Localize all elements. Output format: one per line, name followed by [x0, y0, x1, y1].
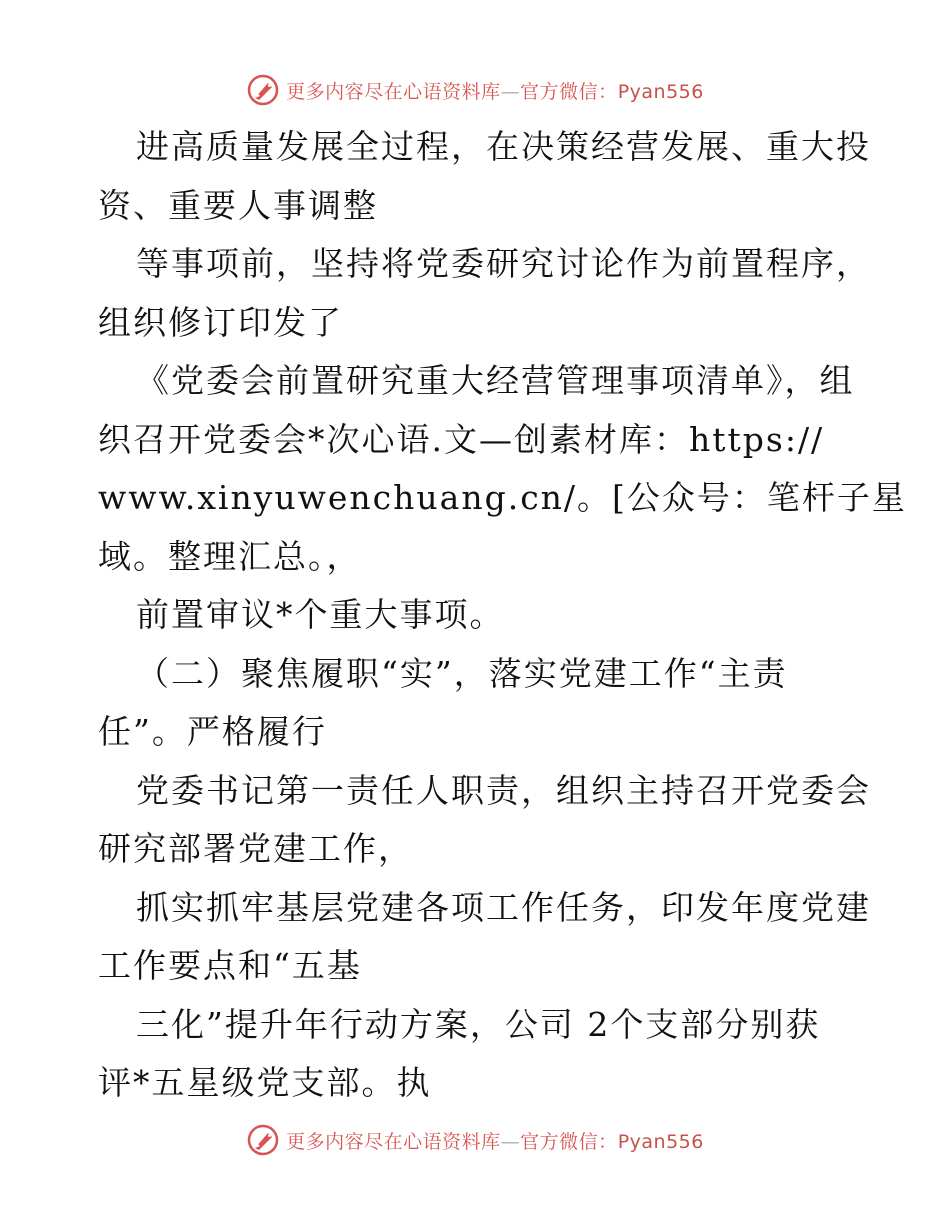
header-watermark-banner	[0, 70, 950, 110]
body-line: 域。整理汇总。，	[98, 536, 362, 576]
footer-wechat-id: Pyan556	[617, 1130, 704, 1153]
header-brand-text: 更多内容尽在心语资料库	[286, 80, 501, 103]
body-line: 评*五星级党支部。执	[98, 1063, 432, 1102]
section-heading-line: （二）聚焦履职“实”，落实党建工作“主责	[136, 653, 788, 693]
body-line: 进高质量发展全过程，在决策经营发展、重大投	[136, 127, 871, 166]
footer-wechat-label: 官方微信：	[520, 1130, 618, 1153]
header-separator: —	[500, 80, 521, 103]
pen-nib-logo-icon	[246, 73, 280, 107]
footer-banner-text	[286, 1127, 704, 1154]
body-line: 抓实抓牢基层党建各项工作任务，印发年度党建	[136, 887, 871, 927]
body-line: 任”。严格履行	[98, 712, 327, 751]
pen-nib-logo-icon	[246, 1123, 280, 1157]
footer-separator: —	[500, 1130, 521, 1153]
document-body	[98, 118, 907, 1113]
body-line: 前置审议*个重大事项。	[136, 595, 505, 634]
header-wechat-label: 官方微信：	[520, 80, 618, 103]
footer-watermark-banner	[0, 1120, 950, 1160]
body-line: 资、重要人事调整	[98, 185, 378, 225]
body-line: 组织修订印发了	[98, 302, 343, 342]
body-line: 三化”提升年行动方案，公司 2个支部分别获	[136, 1004, 821, 1044]
body-line: 织召开党委会*次心语.文—创素材库：https://	[98, 419, 825, 459]
body-line: 等事项前，坚持将党委研究讨论作为前置程序，	[136, 244, 871, 283]
header-banner-text	[286, 77, 704, 104]
body-line: 研究部署党建工作，	[98, 829, 413, 868]
body-line: 《党委会前置研究重大经营管理事项清单》，组	[136, 361, 855, 400]
body-line: www.xinyuwenchuang.cn/。[公众号：笔杆子星	[98, 478, 907, 517]
header-wechat-id: Pyan556	[617, 80, 704, 103]
body-line: 工作要点和“五基	[98, 946, 362, 985]
footer-brand-text: 更多内容尽在心语资料库	[286, 1130, 501, 1153]
body-line: 党委书记第一责任人职责，组织主持召开党委会	[136, 770, 871, 810]
